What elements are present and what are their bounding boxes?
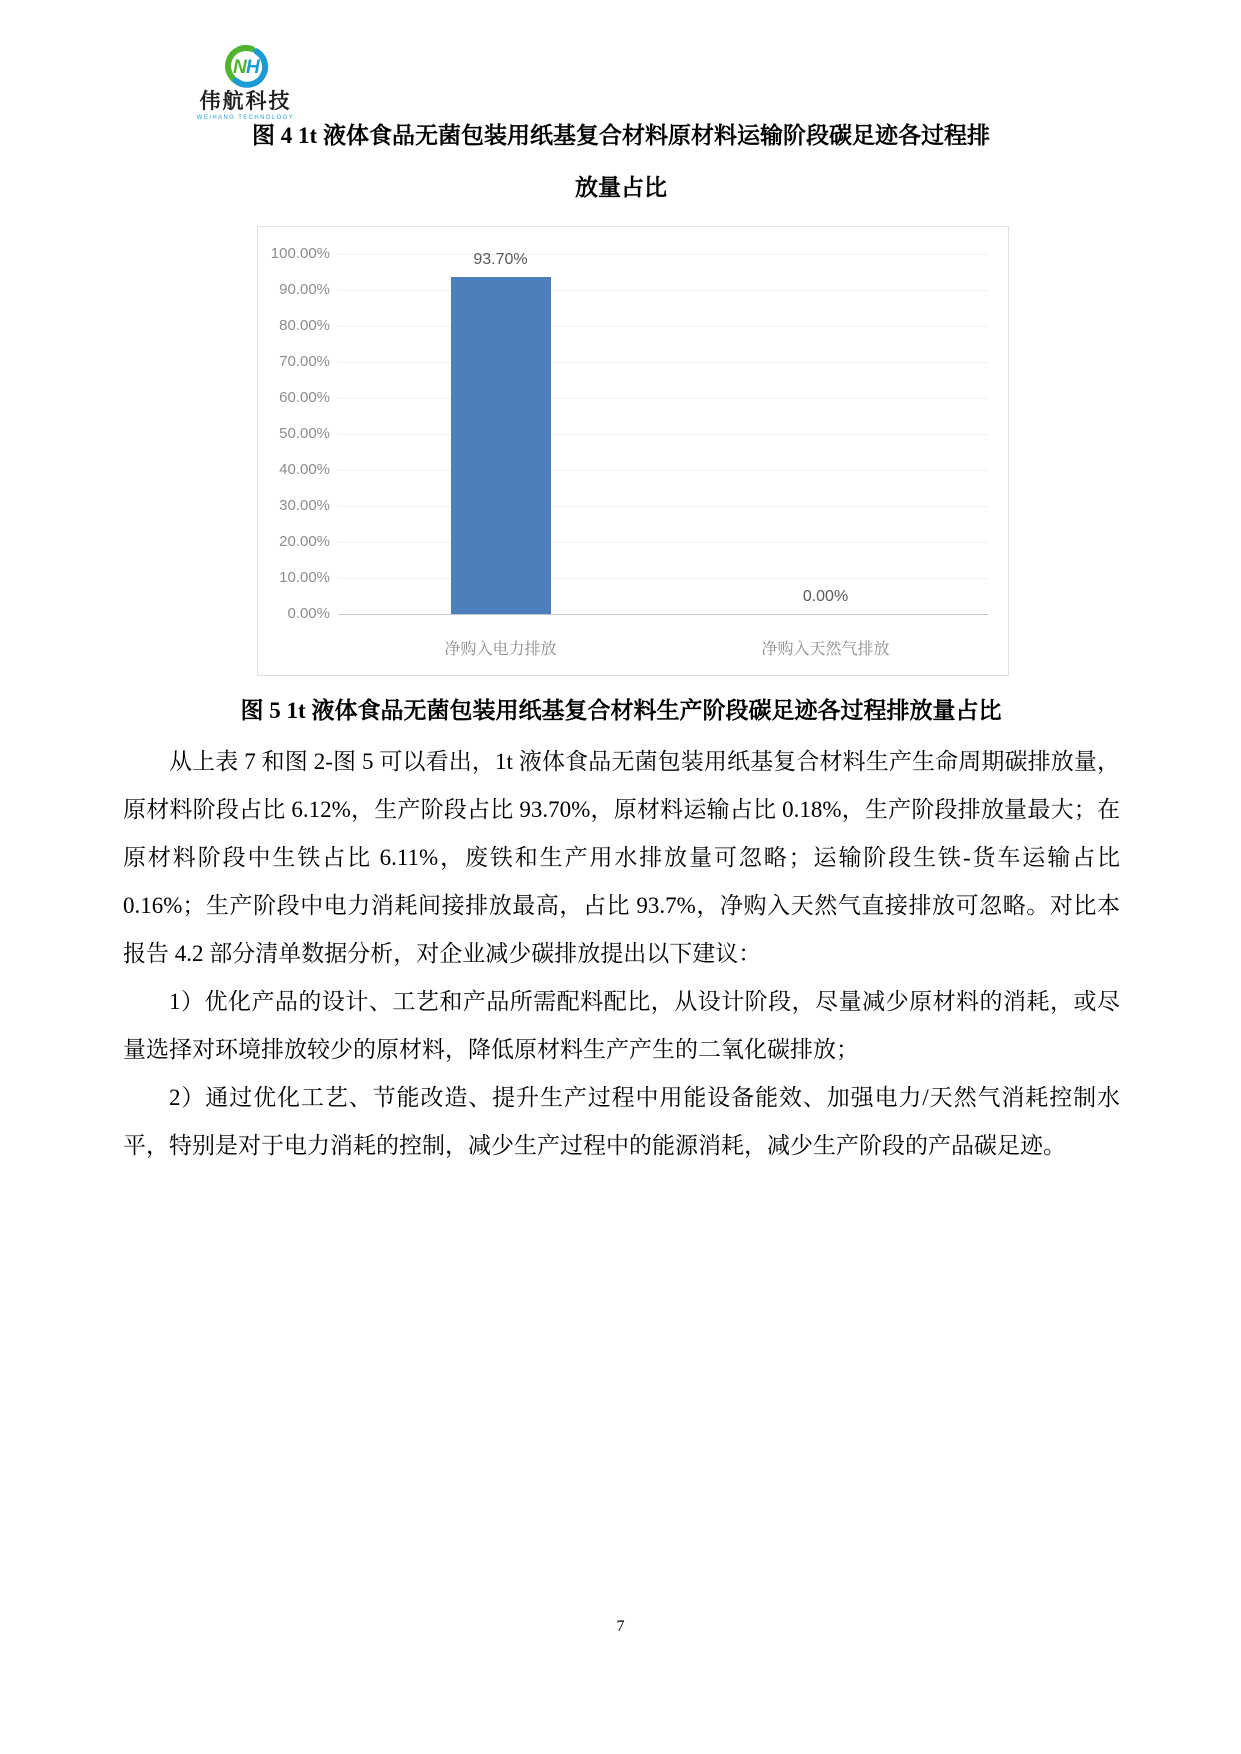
logo-letter-n: N — [232, 57, 247, 78]
y-axis-tick-label: 30.00% — [279, 497, 330, 514]
gridline — [338, 506, 988, 507]
y-axis-tick-label: 90.00% — [279, 281, 330, 298]
figure5-caption: 图 5 1t 液体食品无菌包装用纸基复合材料生产阶段碳足迹各过程排放量占比 — [240, 698, 1002, 723]
bar-data-label: 0.00% — [802, 588, 849, 605]
body-text — [123, 738, 1120, 1170]
y-axis-tick-label: 80.00% — [279, 317, 330, 334]
logo-company-name: 伟航科技 — [199, 90, 292, 113]
figure4-caption-line1: 图 4 1t 液体食品无菌包装用纸基复合材料原材料运输阶段碳足迹各过程排 — [252, 123, 990, 148]
bar-0 — [451, 277, 551, 614]
category-label: 净购入电力排放 — [444, 641, 557, 658]
logo-letter-h: H — [245, 57, 260, 78]
gridline — [338, 290, 988, 291]
gridline — [338, 398, 988, 399]
y-axis-tick-label: 60.00% — [279, 389, 330, 406]
y-axis-tick-label: 0.00% — [287, 605, 330, 622]
page-number: 7 — [616, 1618, 625, 1635]
y-axis-tick-label: 100.00% — [270, 245, 330, 262]
bar-data-label: 93.70% — [473, 251, 528, 268]
figure4-caption — [123, 110, 1119, 214]
gridline — [338, 470, 988, 471]
y-axis-tick-label: 10.00% — [279, 569, 330, 586]
logo-company-subtitle: WEIHANG TECHNOLOGY — [196, 115, 295, 121]
gridline — [338, 578, 988, 579]
paragraph-suggestion-2: 2）通过优化工艺、节能改造、提升生产过程中用能设备能效、加强电力/天然气消耗控制水平，特别是对于电力消耗的控制，减少生产过程中的能源消耗，减少生产阶段的产品碳足迹。 — [123, 1085, 1120, 1158]
x-axis-line — [338, 614, 988, 615]
gridline — [338, 326, 988, 327]
logo-nh-icon — [183, 42, 308, 90]
y-axis-tick-label: 40.00% — [279, 461, 330, 478]
bar-chart-figure5 — [257, 226, 1009, 676]
gridline — [338, 542, 988, 543]
y-axis-tick-label: 50.00% — [279, 425, 330, 442]
figure4-caption-line2: 放量占比 — [575, 175, 667, 200]
category-label: 净购入天然气排放 — [761, 641, 890, 658]
y-axis-tick-label: 20.00% — [279, 533, 330, 550]
paragraph-analysis: 从上表 7 和图 2-图 5 可以看出，1t 液体食品无菌包装用纸基复合材料生产生命周期碳排放量，原材料阶段占比 6.12%，生产阶段占比 93.70%，原材料运输占比 0.18%，生产阶段排放量最大；在原材料阶段中生铁占比 6.11%，废铁和生产用水排放量可忽略；运输阶段生铁-货车运输占比 0.16%；生产阶段中电力消耗间接排放最高，占比 93.7%，净购入天然气直接排放可忽略。对比本报告 4.2 部分清单数据分析，对企业减少碳排放提出以下建议： — [123, 749, 1120, 966]
gridline — [338, 362, 988, 363]
gridline — [338, 254, 988, 255]
gridline — [338, 434, 988, 435]
y-axis-tick-label: 70.00% — [279, 353, 330, 370]
paragraph-suggestion-1: 1）优化产品的设计、工艺和产品所需配料配比，从设计阶段，尽量减少原材料的消耗，或尽量选择对环境排放较少的原材料，降低原材料生产产生的二氧化碳排放； — [123, 989, 1120, 1062]
